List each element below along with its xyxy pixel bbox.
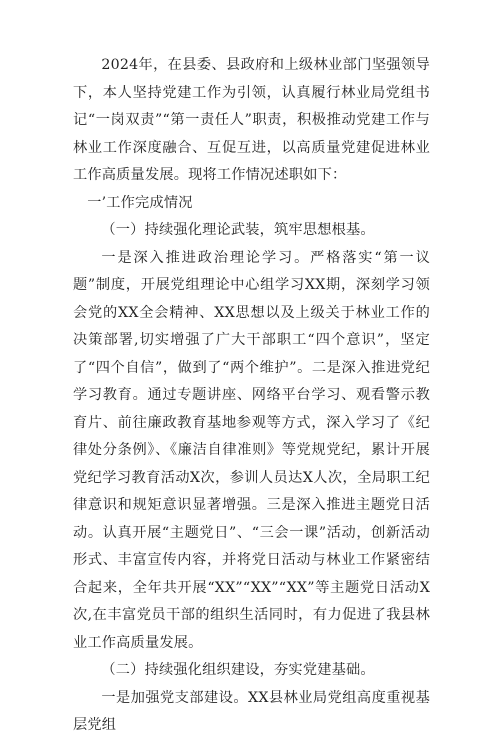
section-heading-work-completion: 一’工作完成情况 [87,194,193,211]
subsection-heading-theory: （一）持续强化理论武装，筑牢思想根基。 [101,222,375,238]
organization-paragraph: 一是加强党支部建设。XX县林业局党组高度重视基层党组 [73,689,430,733]
subsection-heading-organization: （二）持续强化组织建设，夯实党建基础。 [101,662,375,678]
document-body [73,52,430,740]
theory-paragraph: 一是深入推进政治理论学习。严格落实“第一议题”制度，开展党组理论中心组学习XX期，深刻学习领会党的XX全会精神、XX思想以及上级关于林业工作的决策部署,切实增强了广大干部职工“四个意识”，坚定了“四个自信”，做到了“两个维护”。二是深入推进党纪学习教育。通过专题讲座、网络平台学习、观看警示教育片、前往廉政教育基地参观等方式，深入学习了《纪律处分条例》、《廉洁自律准则》等党规党纪，累计开展党纪学习教育活动X次，参训人员达X人次，全局职工纪律意识和规矩意识显著增强。三是深入推进主题党日活动。认真开展“主题党日”、“三会一课”活动，创新活动形式、丰富宣传内容，并将党日活动与林业工作紧密结合起来，全年共开展“XX”“XX”“XX”等主题党日活动X次,在丰富党员干部的组织生活同时，有力促进了我县林业工作高质量发展。 [73,249,430,651]
intro-paragraph: 2024年，在县委、县政府和上级林业部门坚强领导下，本人坚持党建工作为引领，认真履行林业局党组书记“一岗双责”“第一责任人”职责，积极推动党建工作与林业工作深度融合、互促互进，以高质量党建促进林业工作高质量发展。现将工作情况述职如下： [73,57,430,183]
